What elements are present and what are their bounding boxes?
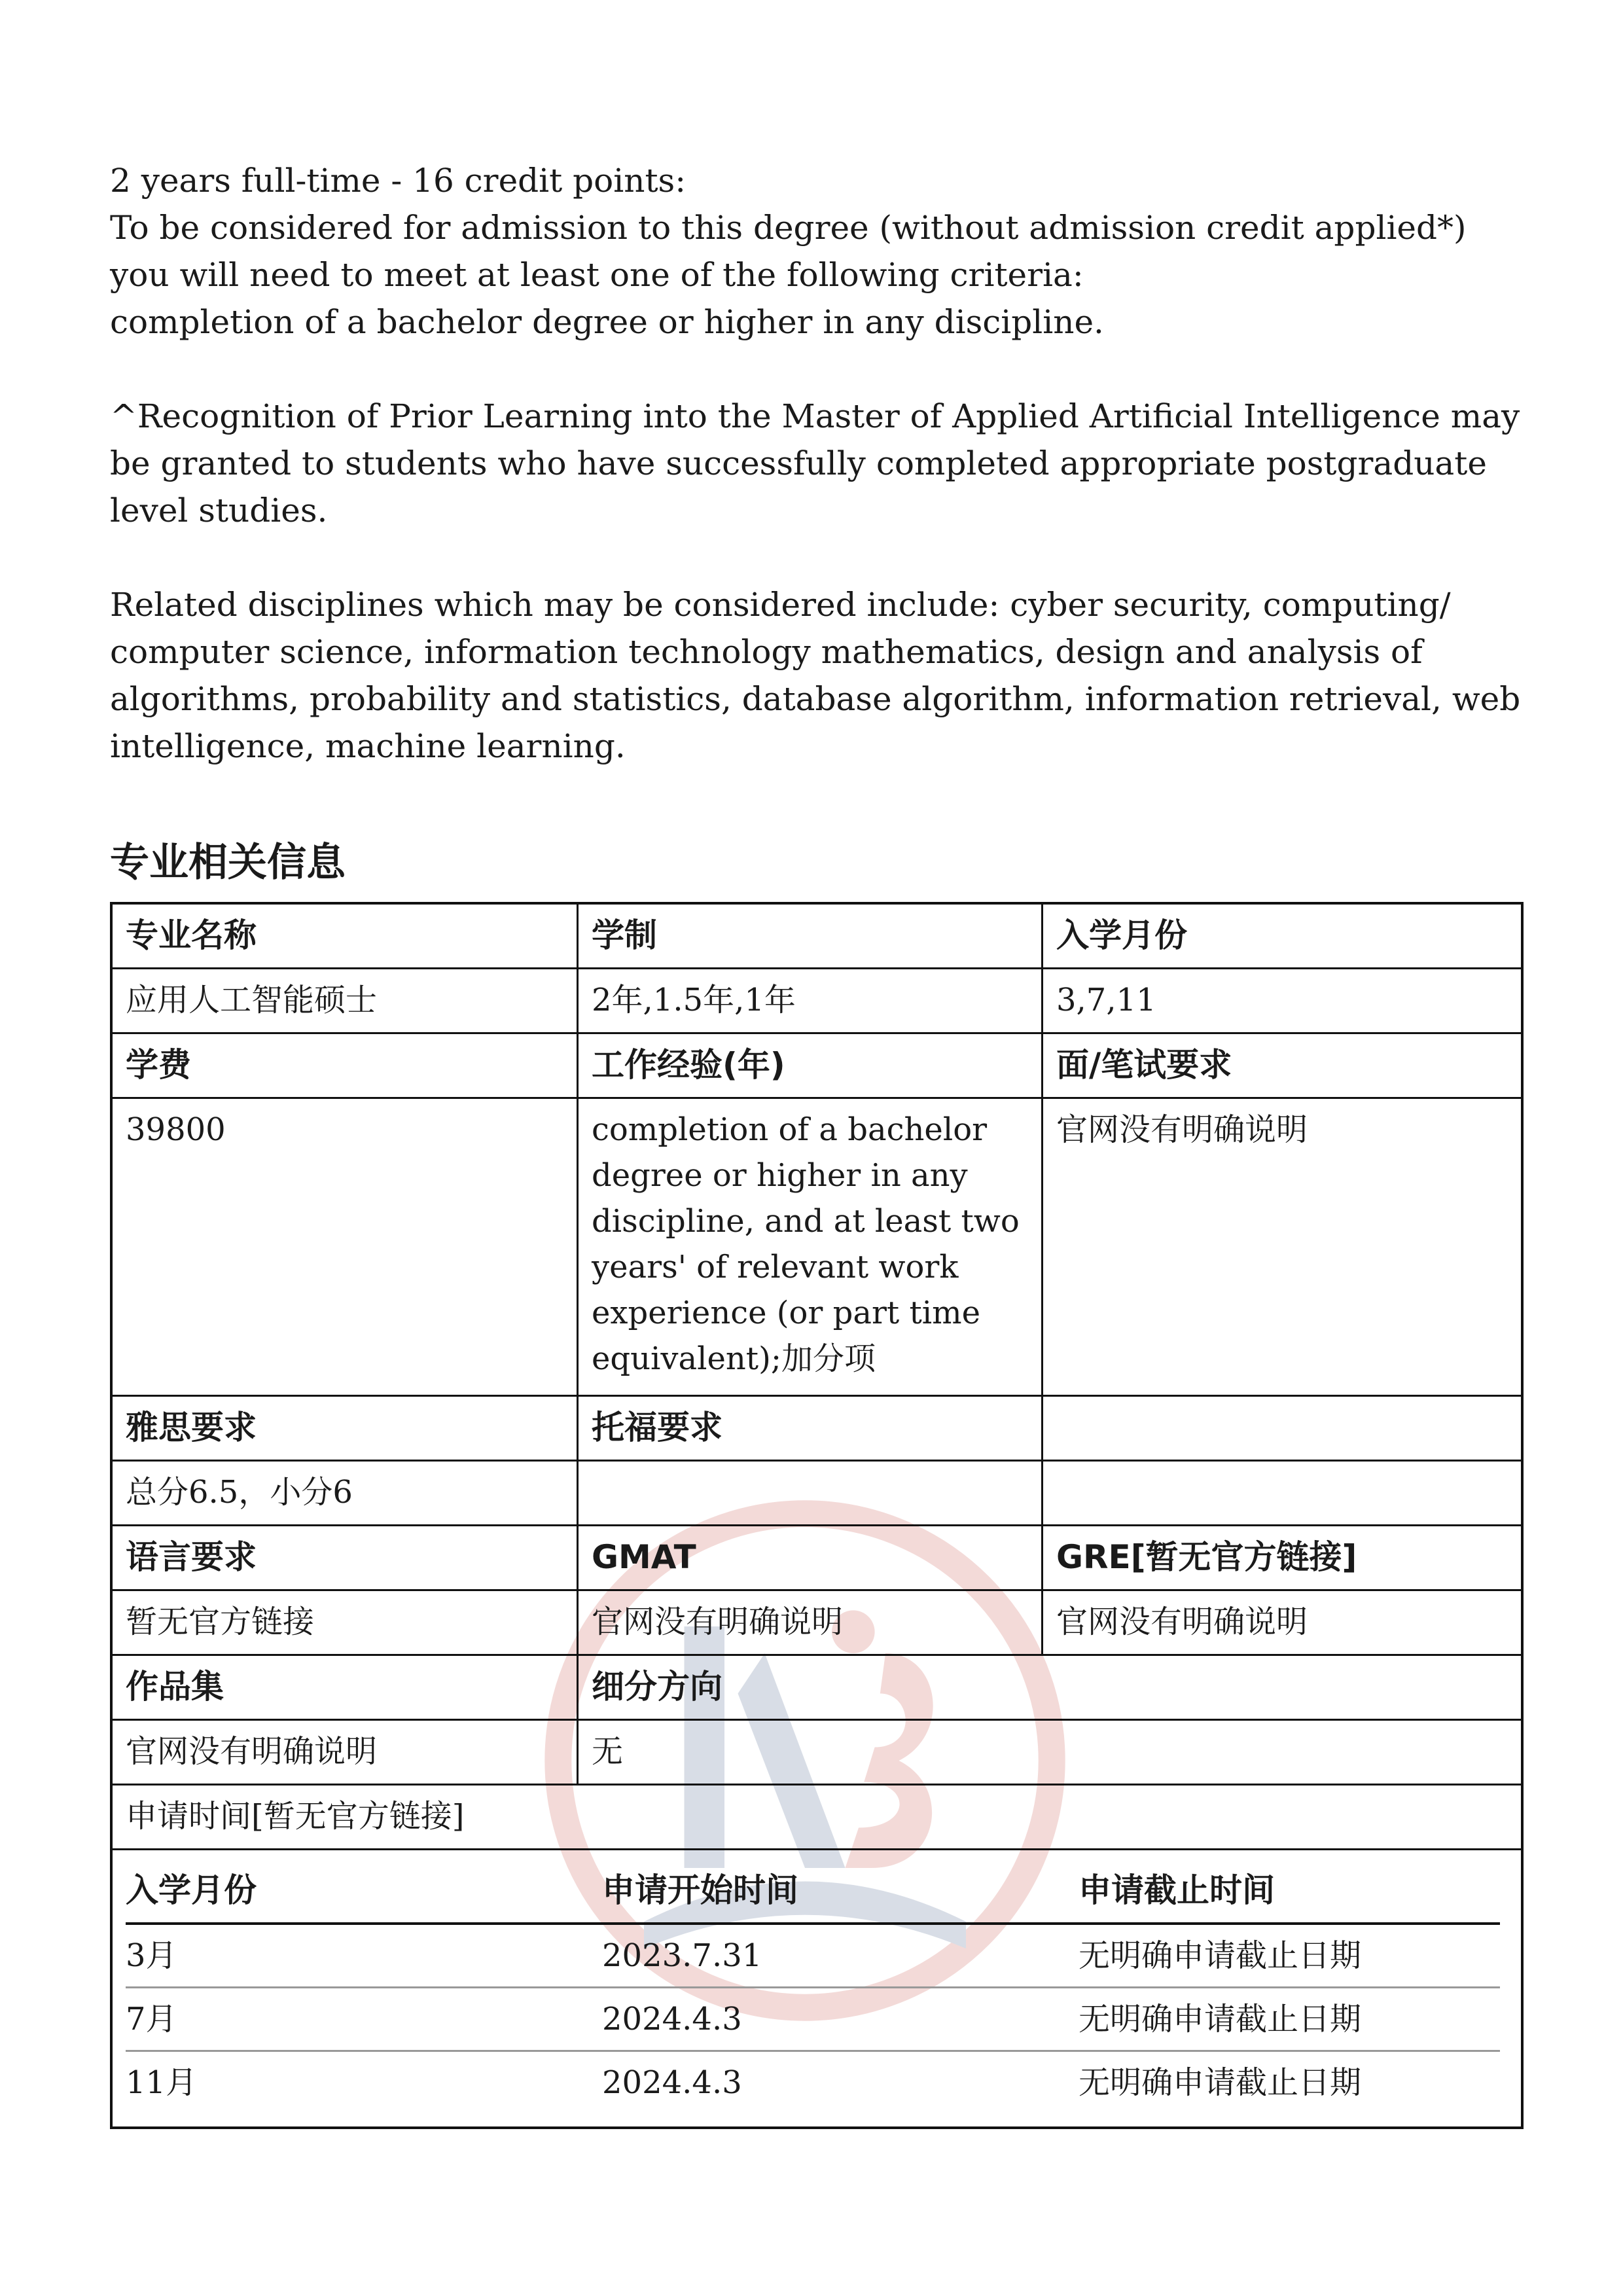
app-intake-header: 入学月份 <box>126 1859 602 1925</box>
specialization-value: 无 <box>592 1733 624 1770</box>
app-start-cell: 2023.7.31 <box>602 1925 1079 1988</box>
language-header: 语言要求 <box>113 1526 579 1589</box>
app-start-header: 申请开始时间 <box>602 1859 1079 1925</box>
gre-header: GRE[暂无官方链接] <box>1056 1538 1357 1576</box>
section-title: 专业相关信息 <box>110 840 346 886</box>
tuition-header: 学费 <box>113 1034 579 1097</box>
program-name-header: 专业名称 <box>113 905 579 967</box>
interview-value: 官网没有明确说明 <box>1056 1111 1308 1148</box>
table-row <box>113 1526 1521 1591</box>
work-experience-value: completion of a bachelor degree or higher in any discipline, and at least two years' of relevant work experience (or part time equivalent);加分项 <box>579 1099 1043 1395</box>
duration-header: 学制 <box>579 905 1043 967</box>
app-intake-cell: 11月 <box>126 2064 198 2101</box>
empty-value <box>1043 1462 1521 1524</box>
table-row <box>113 1591 1521 1656</box>
language-value: 暂无官方链接 <box>113 1591 579 1654</box>
table-row <box>113 1721 1521 1785</box>
interview-header: 面/笔试要求 <box>1056 1046 1232 1084</box>
app-start-cell: 2024.4.3 <box>602 1988 1079 2052</box>
table-row <box>113 1034 1521 1099</box>
gre-value: 官网没有明确说明 <box>1056 1604 1308 1640</box>
duration-value: 2年,1.5年,1年 <box>579 969 1043 1032</box>
app-start-cell: 2024.4.3 <box>602 2064 742 2101</box>
app-deadline-header: 申请截止时间 <box>1079 1859 1500 1925</box>
app-intake-cell: 7月 <box>126 1988 602 2052</box>
intro-paragraph-3: Related disciplines which may be considered include: cyber security, computing/ computer science, information technology mathematics, design and analysis of algorithms, probability and statistics, database algorithm, information retrieval, web intelligence, machine learning. <box>110 586 1531 765</box>
table-row <box>113 905 1521 969</box>
program-info-table <box>110 902 1524 2129</box>
table-row <box>113 1785 1521 1850</box>
application-time-label: 申请时间[暂无官方链接] <box>126 1798 465 1835</box>
work-experience-header: 工作经验(年) <box>579 1034 1043 1097</box>
portfolio-header: 作品集 <box>113 1656 579 1719</box>
table-row <box>113 969 1521 1034</box>
gmat-value: 官网没有明确说明 <box>579 1591 1043 1654</box>
ielts-value: 总分6.5，小分6 <box>113 1462 579 1524</box>
intro-paragraph-1: 2 years full-time - 16 credit points: To be considered for admission to this degree (without admission credit applied*) you will need to meet at least one of the following criteria: completion of a bachelor degree or higher in any discipline. <box>110 162 1467 341</box>
table-row <box>113 1397 1521 1462</box>
intro-text <box>110 157 1531 770</box>
intro-paragraph-2: ^Recognition of Prior Learning into the Master of Applied Artificial Intelligence may be granted to students who have successfully completed appropriate postgraduate level studies. <box>110 397 1531 529</box>
toefl-header: 托福要求 <box>579 1397 1043 1460</box>
intake-header: 入学月份 <box>1056 916 1187 954</box>
intake-value: 3,7,11 <box>1056 982 1156 1018</box>
table-row <box>113 1462 1521 1526</box>
app-deadline-cell: 无明确申请截止日期 <box>1079 1925 1500 1988</box>
ielts-header: 雅思要求 <box>113 1397 579 1460</box>
application-schedule <box>113 1850 1521 2126</box>
table-row <box>113 1099 1521 1397</box>
table-row <box>113 1656 1521 1721</box>
application-grid <box>126 1859 1500 2113</box>
toefl-value <box>579 1462 1043 1524</box>
app-deadline-cell: 无明确申请截止日期 <box>1079 1988 1500 2052</box>
tuition-value: 39800 <box>113 1099 579 1395</box>
app-intake-cell: 3月 <box>126 1925 602 1988</box>
specialization-header: 细分方向 <box>592 1668 722 1706</box>
app-deadline-cell: 无明确申请截止日期 <box>1079 2064 1362 2101</box>
gmat-header: GMAT <box>579 1526 1043 1589</box>
portfolio-value: 官网没有明确说明 <box>113 1721 579 1784</box>
empty-header <box>1043 1397 1521 1460</box>
program-name-value: 应用人工智能硕士 <box>113 969 579 1032</box>
